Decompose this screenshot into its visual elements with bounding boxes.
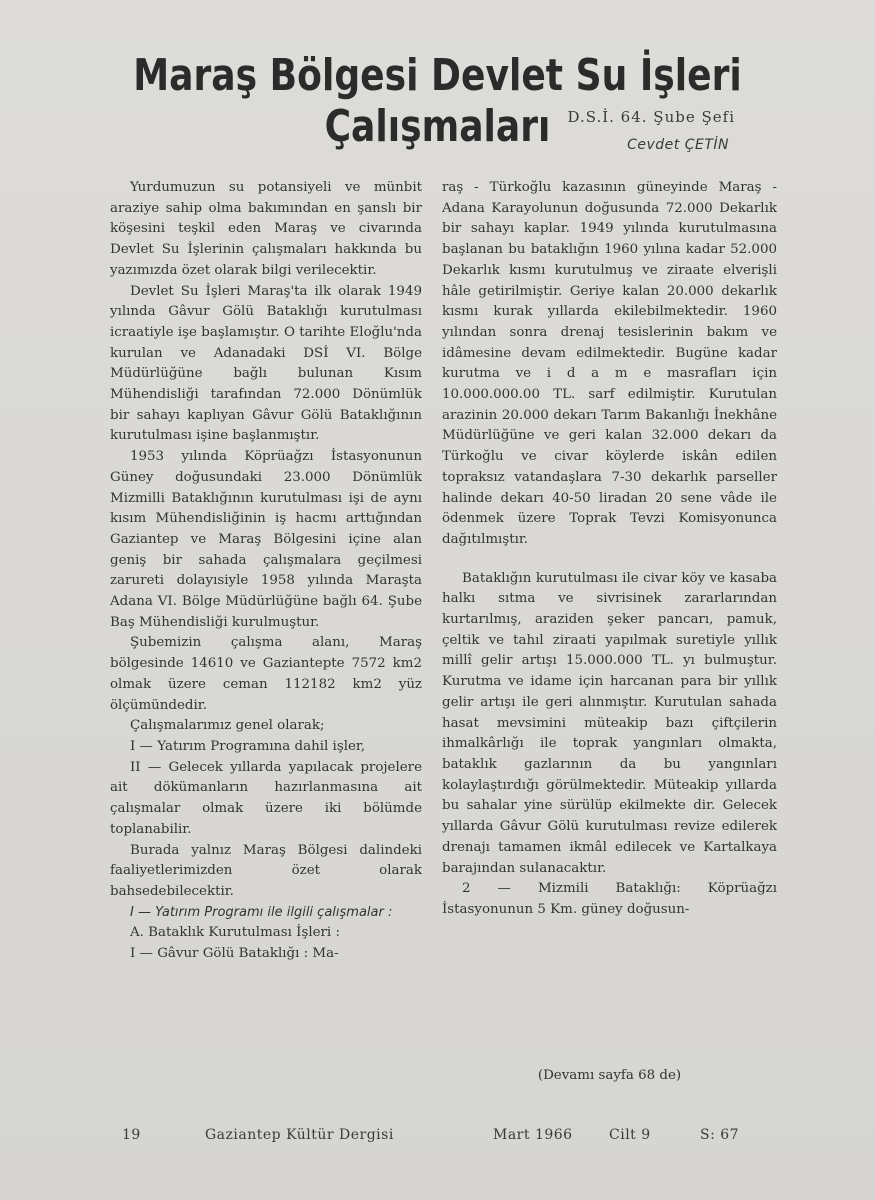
issue-date: Mart 1966 [493,1127,573,1143]
paragraph: I — Yatırım Programına dahil işler, [130,738,366,754]
section-heading: I — Yatırım Programı ile ilgili çalışmalar : [130,904,393,920]
paragraph: Şubemizin çalışma alanı, Maraş bölgesinde 14610 ve Gaziantepte 7572 km2 olmak üzere ceman 112182 km2 yüz ölçümündedir. [110,635,422,713]
journal-name: Gaziantep Kültür Dergisi [205,1127,394,1143]
paragraph: II — Gelecek yıllarda yapılacak projelere ait dökümanların hazırlanmasına ait çalışmalar olmak üzere iki bölümde toplanabilir. [110,759,422,837]
subsection-heading: A. Bataklık Kurutulması İşleri : [130,925,340,941]
paragraph: Yurdumuzun su potansiyeli ve münbit araziye sahip olma bakımından en şanslı bir köşesini teşkil eden Maraş ve civarında Devlet Su İşlerinin çalışmaları hakkında bu yazımızda özet olarak bilgi verilecektir. [110,180,422,278]
author-position: D.S.İ. 64. Şube Şefi [567,108,735,126]
author-name: Cevdet ÇETİN [627,137,729,153]
paragraph: 1953 yılında Köprüağzı İstasyonunun Güney doğusundaki 23.000 Dönümlük Mizmilli Bataklığının kurutulması işi de aynı kısım Mühendisliğinin iş hacmı arttığından Gaziantep ve Maraş Bölgesini içine alan geniş bir sahada çalışmalara geçilmesi zarureti dolayısiyle 1958 yılında Maraşta Adana VI. Bölge Müdürlüğüne bağlı 64. Şube Baş Mühendisliği kurulmuştur. [110,449,422,630]
left-column [110,178,422,965]
paragraph: Devlet Su İşleri Maraş'ta ilk olarak 1949 yılında Gâvur Gölü Bataklığı kurutulması icraatiyle işe başlamıştır. O tarihte Eloğlu'nda kurulan ve Adanadaki DSİ VI. Bölge Müdürlüğüne bağlı bulunan Kısım Mühendisliği tarafından 72.000 Dönümlük bir sahayı kaplıyan Gâvur Gölü Bataklığının kurutulması işine başlanmıştır. [110,283,422,444]
paragraph: Bataklığın kurutulması ile civar köy ve kasaba halkı sıtma ve sivrisinek zararlarından kurtarılmış, araziden şeker pancarı, pamuk, çeltik ve tahıl ziraati yapılmak suretiyle yıllık millî gelir artışı 15.000.000 TL. yı bulmuştur. Kurutma ve idame için harcanan para bir yıllık gelir artışı ile geri alınmıştır. Kurutulan sahada hasat mevsimini müteakip bazı çiftçilerin ihmalkârlığı ile toprak yangınları olmakta, bataklık gazlarının da bu yangınları kolaylaştırdığı görülmektedir. Müteakip yıllarda bu sahalar yine sürülüp ekilmekte dir. Gelecek yıllarda Gâvur Gölü kurutulması revize edilerek drenajı tamamen ikmâl edilecek ve Kartalkaya barajından sulanacaktır. [442,570,777,876]
page-number: 19 [122,1127,141,1143]
paragraph: 2 — Mizmili Bataklığı: Köprüağzı İstasyonunun 5 Km. güney doğusun- [442,881,777,917]
volume-number: Cilt 9 [609,1127,651,1143]
article-title: Maraş Bölgesi Devlet Su İşleri Çalışmaları [133,50,742,152]
issue-number: S: 67 [700,1127,740,1143]
right-column [442,178,777,921]
paragraph: raş - Türkoğlu kazasının güneyinde Maraş - Adana Karayolunun doğusunda 72.000 Dekarlık bir sahayı kaplar. 1949 yılında kurutulmasına başlanan bu bataklığın 1960 yılına kadar 52.000 Dekarlık kısmı kurutulmuş ve ziraate elverişli hâle getirilmiştir. Geriye kalan 20.000 dekarlık kısmı kurak yıllarda ekilebilmektedir. 1960 yılından sonra drenaj tesislerinin bakım ve idâmesine devam edilmektedir. Bugüne kadar kurutma ve i d a m e masrafları için 10.000.000.00 TL. sarf edilmiştir. Kurutulan arazinin 20.000 dekarı Tarım Bakanlığı İnekhâne Müdürlüğüne ve geri kalan 32.000 dekarı da Türkoğlu ve civar köylerde iskân edilen topraksız vatandaşlara 7-30 dekarlık parseller halinde dekarı 40-50 liradan 20 sene vâde ile ödenmek üzere Toprak Tevzi Komisyonunca dağıtılmıştır. [442,180,777,547]
continued-note: (Devamı sayfa 68 de) [537,1068,682,1083]
paragraph: I — Gâvur Gölü Bataklığı : Ma- [130,946,339,962]
paragraph: Burada yalnız Maraş Bölgesi dalindeki faaliyetlerimizden özet olarak bahsedebilecektir. [110,842,422,899]
paragraph: Çalışmalarımız genel olarak; [130,718,325,734]
